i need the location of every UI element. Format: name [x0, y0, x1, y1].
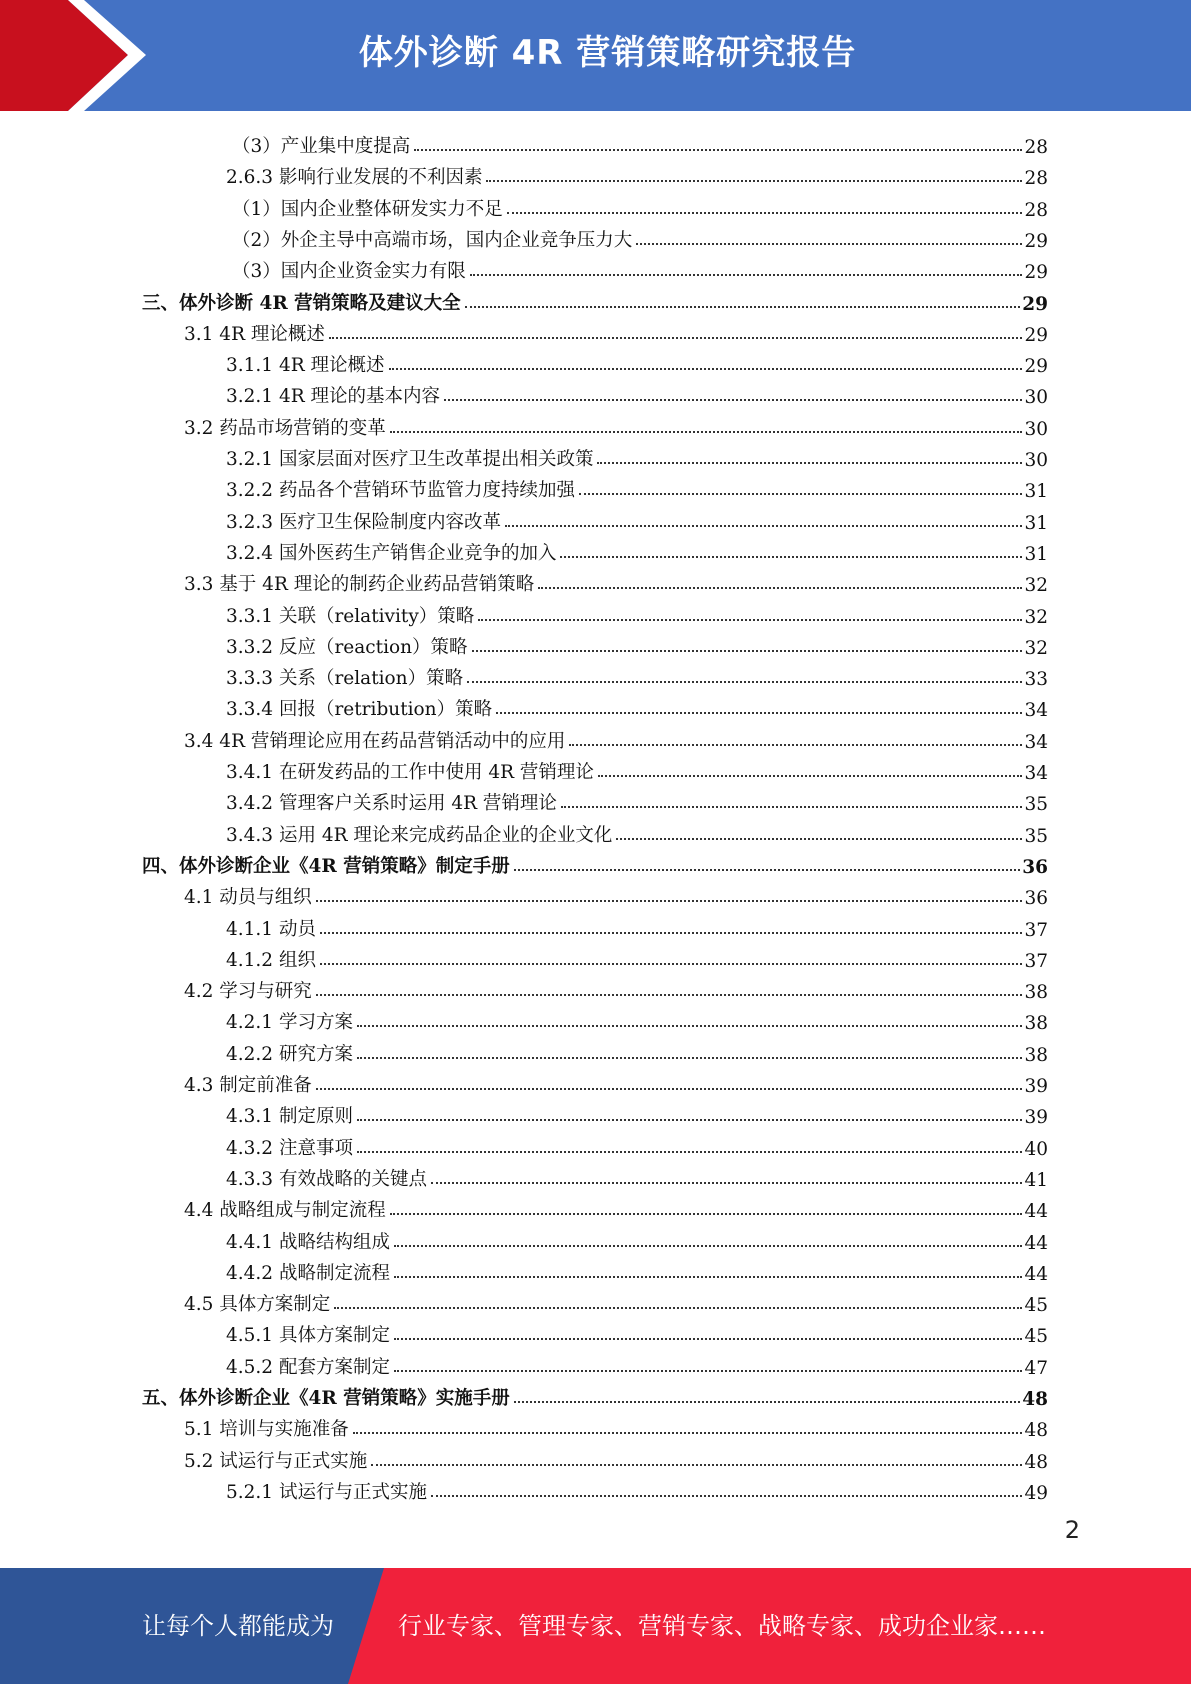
toc-dot-leader — [569, 744, 1022, 746]
toc-entry[interactable] — [184, 1066, 1048, 1097]
toc-entry[interactable] — [226, 503, 1048, 534]
toc-dot-leader — [561, 806, 1023, 808]
toc-entry-page: 47 — [1024, 1357, 1048, 1379]
toc-entry-label: 4.2.1 学习方案 — [226, 1012, 353, 1034]
toc-dot-leader — [431, 1495, 1022, 1497]
toc-entry[interactable] — [232, 190, 1048, 221]
toc-entry[interactable] — [226, 1223, 1048, 1254]
toc-entry-page: 29 — [1024, 356, 1048, 378]
toc-entry-page: 31 — [1024, 512, 1048, 534]
toc-entry-label: 3.3.2 反应（reaction）策略 — [226, 636, 468, 658]
toc-entry-label: 三、体外诊断 4R 营销策略及建议大全 — [142, 292, 461, 314]
toc-entry-page: 40 — [1024, 1138, 1048, 1160]
toc-entry-page: 29 — [1024, 262, 1048, 284]
toc-entry[interactable] — [226, 158, 1048, 189]
toc-entry[interactable] — [232, 252, 1048, 283]
toc-entry[interactable] — [226, 597, 1048, 628]
toc-entry-label: 4.4 战略组成与制定流程 — [184, 1200, 386, 1222]
toc-entry-label: 4.5 具体方案制定 — [184, 1294, 331, 1316]
toc-entry[interactable] — [226, 1473, 1048, 1504]
toc-entry-label: 3.3.4 回报（retribution）策略 — [226, 699, 493, 721]
toc-entry-label: 3.2.1 国家层面对医疗卫生改革提出相关政策 — [226, 449, 594, 470]
toc-entry-page: 29 — [1024, 230, 1048, 252]
toc-entry-page: 44 — [1024, 1232, 1048, 1254]
toc-entry-label: 3.2.3 医疗卫生保险制度内容改革 — [226, 511, 501, 533]
toc-dot-leader — [353, 1432, 1023, 1434]
toc-entry[interactable] — [226, 1316, 1048, 1347]
toc-dot-leader — [390, 431, 1023, 433]
toc-dot-leader — [389, 368, 1023, 370]
toc-entry-label: 3.4.2 管理客户关系时运用 4R 营销理论 — [226, 793, 557, 815]
toc-entry[interactable] — [142, 847, 1048, 878]
toc-dot-leader — [470, 274, 1023, 276]
toc-entry[interactable] — [184, 1191, 1048, 1222]
toc-dot-leader — [394, 1370, 1022, 1372]
toc-dot-leader — [316, 900, 1023, 902]
toc-dot-leader — [431, 1182, 1022, 1184]
toc-entry[interactable] — [226, 784, 1048, 815]
toc-entry[interactable] — [184, 722, 1048, 753]
toc-entry[interactable] — [226, 941, 1048, 972]
toc-entry[interactable] — [226, 628, 1048, 659]
toc-entry[interactable] — [226, 346, 1048, 377]
page-header — [0, 0, 1191, 111]
toc-dot-leader — [394, 1276, 1022, 1278]
toc-entry[interactable] — [232, 127, 1048, 158]
toc-entry-label: 3.4.3 运用 4R 理论来完成药品企业的企业文化 — [226, 824, 613, 846]
toc-entry-label: 4.4.1 战略结构组成 — [226, 1231, 390, 1253]
toc-entry-label: 3.1 4R 理论概述 — [184, 323, 325, 345]
toc-dot-leader — [505, 525, 1022, 527]
toc-entry-label: 3.4.1 在研发药品的工作中使用 4R 营销理论 — [226, 762, 594, 783]
toc-entry-page: 35 — [1024, 825, 1048, 847]
toc-dot-leader — [394, 1245, 1022, 1247]
toc-entry[interactable] — [184, 409, 1048, 440]
toc-dot-leader — [616, 838, 1022, 840]
toc-dot-leader — [316, 1088, 1023, 1090]
toc-entry-page: 41 — [1024, 1169, 1048, 1191]
toc-entry-page: 32 — [1024, 575, 1048, 597]
toc-entry-label: 4.2 学习与研究 — [184, 981, 312, 1003]
toc-entry-page: 44 — [1024, 1201, 1048, 1223]
toc-entry[interactable] — [226, 1003, 1048, 1034]
toc-entry-page: 45 — [1024, 1326, 1048, 1348]
toc-entry-page: 34 — [1024, 763, 1048, 784]
page-footer — [0, 1568, 1191, 1684]
footer-slogan-left: 让每个人都能成为 — [142, 1612, 334, 1640]
toc-entry-page: 38 — [1024, 1013, 1048, 1035]
toc-entry[interactable] — [184, 972, 1048, 1003]
toc-entry-page: 38 — [1024, 982, 1048, 1004]
toc-entry[interactable] — [142, 284, 1048, 315]
toc-entry-label: 3.3.1 关联（relativity）策略 — [226, 605, 475, 627]
toc-entry-page: 37 — [1024, 919, 1048, 941]
toc-entry-label: （1）国内企业整体研发实力不足 — [232, 198, 503, 220]
toc-dot-leader — [597, 462, 1022, 464]
toc-entry[interactable] — [226, 816, 1048, 847]
toc-entry-page: 36 — [1022, 856, 1048, 878]
toc-dot-leader — [579, 493, 1022, 495]
toc-entry-label: 4.4.2 战略制定流程 — [226, 1262, 390, 1284]
toc-entry-label: 3.3.3 关系（relation）策略 — [226, 668, 464, 690]
toc-entry-label: 5.1 培训与实施准备 — [184, 1419, 349, 1441]
toc-entry[interactable] — [226, 534, 1048, 565]
toc-entry-label: 四、体外诊断企业《4R 营销策略》制定手册 — [142, 855, 510, 877]
toc-entry-label: 3.1.1 4R 理论概述 — [226, 355, 385, 377]
toc-dot-leader — [357, 1057, 1023, 1059]
toc-entry-page: 31 — [1024, 481, 1048, 503]
toc-entry-label: 4.1.2 组织 — [226, 949, 316, 971]
toc-dot-leader — [414, 149, 1022, 151]
toc-entry[interactable] — [226, 377, 1048, 408]
toc-entry[interactable] — [226, 1035, 1048, 1066]
toc-entry-label: 4.3.2 注意事项 — [226, 1137, 353, 1159]
toc-entry[interactable] — [226, 1129, 1048, 1160]
toc-entry-label: 3.2.1 4R 理论的基本内容 — [226, 386, 441, 408]
toc-entry-page: 48 — [1024, 1451, 1048, 1473]
toc-entry-page: 34 — [1024, 731, 1048, 753]
toc-entry-page: 30 — [1024, 418, 1048, 440]
toc-entry-label: 4.2.2 研究方案 — [226, 1043, 353, 1065]
footer-slogan-right: 行业专家、管理专家、营销专家、战略专家、成功企业家…… — [398, 1612, 1046, 1640]
toc-entry-label: 2.6.3 影响行业发展的不利因素 — [226, 167, 483, 189]
toc-dot-leader — [636, 243, 1022, 245]
toc-entry[interactable] — [226, 1160, 1048, 1191]
toc-entry-label: 5.2 试运行与正式实施 — [184, 1450, 368, 1472]
toc-dot-leader — [538, 587, 1022, 589]
toc-dot-leader — [444, 399, 1022, 401]
toc-dot-leader — [357, 1025, 1023, 1027]
toc-entry-label: 4.1 动员与组织 — [184, 887, 312, 909]
toc-entry-label: 4.3.1 制定原则 — [226, 1106, 353, 1128]
toc-entry-page: 32 — [1024, 637, 1048, 659]
toc-entry-page: 34 — [1024, 700, 1048, 722]
toc-entry-page: 29 — [1024, 324, 1048, 346]
toc-entry[interactable] — [226, 1348, 1048, 1379]
toc-entry[interactable] — [184, 315, 1048, 346]
toc-entry[interactable] — [226, 659, 1048, 690]
toc-entry[interactable] — [142, 1379, 1048, 1410]
toc-entry-page: 49 — [1024, 1482, 1048, 1504]
toc-entry-page: 28 — [1024, 168, 1048, 190]
toc-dot-leader — [472, 650, 1023, 652]
toc-entry[interactable] — [184, 565, 1048, 596]
toc-entry-label: 4.1.1 动员 — [226, 918, 316, 940]
toc-entry-page: 31 — [1024, 543, 1048, 565]
toc-dot-leader — [357, 1151, 1023, 1153]
toc-dot-leader — [320, 963, 1023, 965]
toc-entry-page: 28 — [1024, 137, 1048, 158]
toc-entry-page: 39 — [1024, 1107, 1048, 1129]
toc-entry-page: 32 — [1024, 606, 1048, 628]
toc-entry[interactable] — [226, 1254, 1048, 1285]
toc-dot-leader — [514, 1401, 1021, 1403]
toc-entry[interactable] — [226, 910, 1048, 941]
toc-dot-leader — [467, 681, 1022, 683]
toc-entry[interactable] — [184, 1442, 1048, 1473]
toc-dot-leader — [371, 1464, 1022, 1466]
toc-entry[interactable] — [184, 1410, 1048, 1441]
toc-entry[interactable] — [184, 878, 1048, 909]
toc-entry-label: （3）国内企业资金实力有限 — [232, 261, 466, 283]
toc-entry-label: 4.5.2 配套方案制定 — [226, 1356, 390, 1378]
toc-entry-page: 29 — [1022, 293, 1048, 315]
toc-entry-label: 3.2.4 国外医药生产销售企业竞争的加入 — [226, 542, 557, 564]
toc-entry-page: 36 — [1024, 888, 1048, 910]
toc-entry[interactable] — [226, 440, 1048, 471]
toc-entry[interactable] — [226, 690, 1048, 721]
toc-dot-leader — [390, 1213, 1023, 1215]
toc-entry-label: 4.3 制定前准备 — [184, 1075, 312, 1096]
toc-dot-leader — [560, 556, 1022, 558]
page-number: 2 — [1064, 1516, 1080, 1544]
toc-entry-page: 35 — [1024, 794, 1048, 816]
toc-entry[interactable] — [226, 753, 1048, 784]
toc-entry-label: 3.2.2 药品各个营销环节监管力度持续加强 — [226, 480, 575, 502]
toc-entry-label: 3.2 药品市场营销的变革 — [184, 417, 386, 439]
toc-entry-page: 37 — [1024, 950, 1048, 972]
toc-dot-leader — [329, 337, 1023, 339]
toc-dot-leader — [507, 212, 1023, 214]
toc-dot-leader — [496, 712, 1022, 714]
toc-dot-leader — [334, 1307, 1022, 1309]
toc-entry[interactable] — [184, 1285, 1048, 1316]
toc-entry-page: 30 — [1024, 450, 1048, 471]
toc-entry-page: 28 — [1024, 199, 1048, 221]
toc-entry[interactable] — [226, 471, 1048, 502]
toc-entry-page: 48 — [1022, 1389, 1048, 1410]
toc-entry-page: 48 — [1024, 1420, 1048, 1442]
toc-dot-leader — [394, 1338, 1022, 1340]
toc-dot-leader — [357, 1119, 1023, 1121]
toc-entry-label: （2）外企主导中高端市场，国内企业竞争压力大 — [232, 229, 633, 251]
toc-dot-leader — [486, 180, 1022, 182]
toc-dot-leader — [514, 869, 1021, 871]
toc-entry-label: 五、体外诊断企业《4R 营销策略》实施手册 — [142, 1388, 510, 1409]
toc-dot-leader — [478, 619, 1022, 621]
toc-dot-leader — [465, 306, 1021, 308]
toc-dot-leader — [598, 775, 1023, 777]
toc-entry-label: （3）产业集中度提高 — [232, 136, 411, 157]
report-title: 体外诊断 4R 营销策略研究报告 — [358, 33, 857, 73]
toc-dot-leader — [316, 994, 1023, 996]
toc-entry[interactable] — [232, 221, 1048, 252]
toc-entry-label: 5.2.1 试运行与正式实施 — [226, 1481, 427, 1503]
toc-entry-page: 44 — [1024, 1263, 1048, 1285]
toc-entry-label: 4.3.3 有效战略的关键点 — [226, 1168, 427, 1190]
toc-entry[interactable] — [226, 1097, 1048, 1128]
toc-entry-label: 3.4 4R 营销理论应用在药品营销活动中的应用 — [184, 730, 566, 752]
toc-entry-page: 45 — [1024, 1295, 1048, 1317]
toc-entry-page: 33 — [1024, 669, 1048, 691]
toc-dot-leader — [320, 932, 1023, 934]
toc-entry-label: 3.3 基于 4R 理论的制药企业药品营销策略 — [184, 574, 535, 596]
toc-entry-page: 30 — [1024, 387, 1048, 409]
toc-entry-page: 38 — [1024, 1044, 1048, 1066]
toc-entry-label: 4.5.1 具体方案制定 — [226, 1325, 390, 1347]
toc-entry-page: 39 — [1024, 1076, 1048, 1097]
